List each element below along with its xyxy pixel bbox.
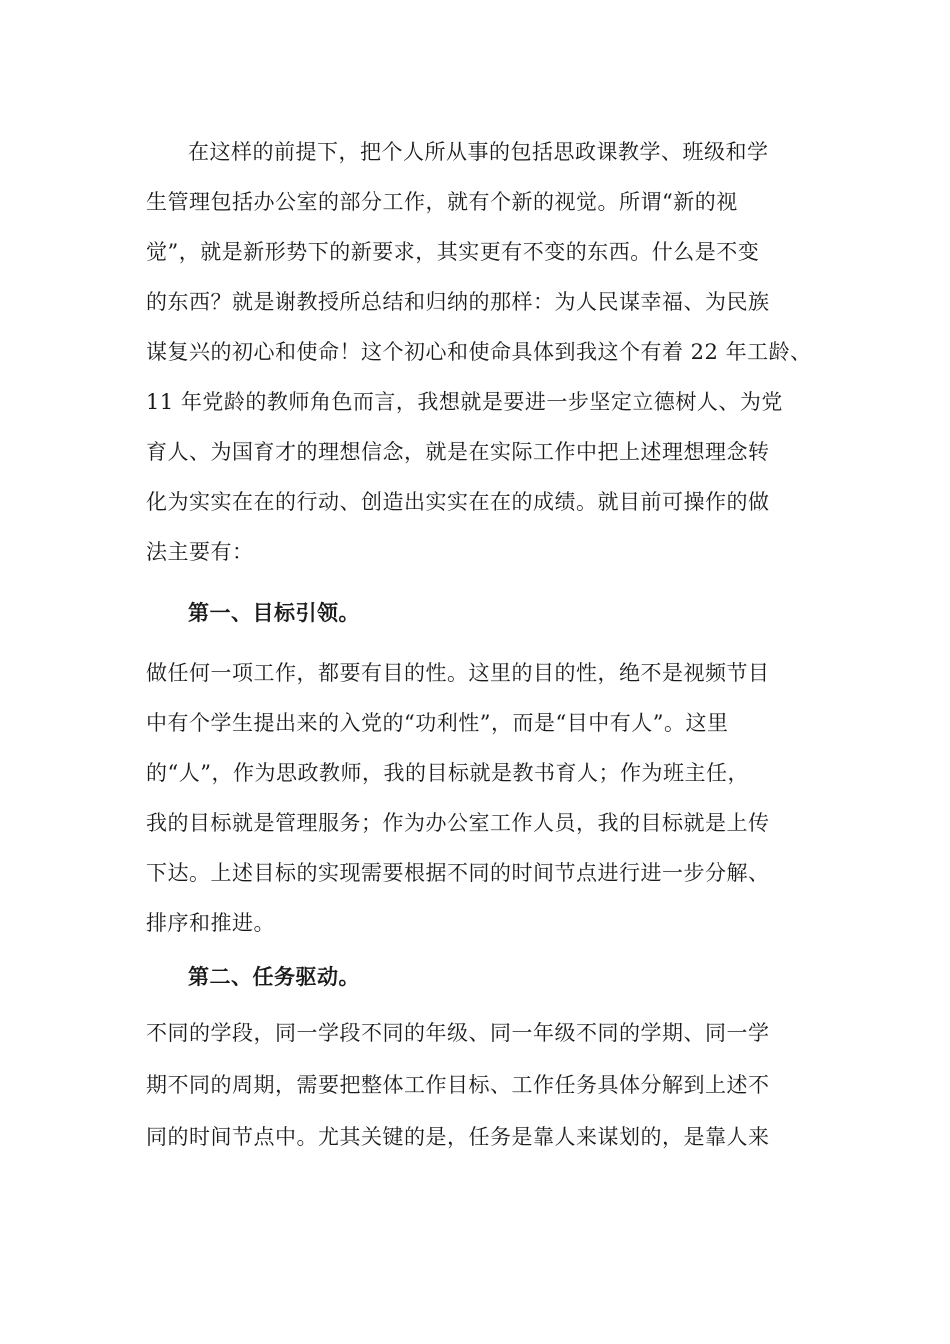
paragraph-1-line-2: 生管理包括办公室的部分工作，就有个新的视觉。所谓“新的视 (146, 190, 738, 214)
paragraph-1-line-9: 法主要有： (146, 540, 254, 564)
paragraph-1-line-8: 化为实实在在的行动、创造出实实在在的成绩。就目前可操作的做 (146, 490, 770, 514)
paragraph-2-line-2: 中有个学生提出来的入党的“功利性”，而是“目中有人”。这里 (146, 711, 729, 735)
paragraph-3-line-2: 期不同的周期，需要把整体工作目标、工作任务具体分解到上述不 (146, 1073, 770, 1097)
paragraph-2-line-6: 排序和推进。 (146, 911, 275, 935)
paragraph-1-line-6: 11 年党龄的教师角色而言，我想就是要进一步坚定立德树人、为党 (146, 390, 783, 414)
paragraph-2-line-4: 我的目标就是管理服务；作为办公室工作人员，我的目标就是上传 (146, 811, 770, 835)
paragraph-1-line-4: 的东西？就是谢教授所总结和归纳的那样：为人民谋幸福、为民族 (146, 290, 770, 314)
paragraph-1-line-7: 育人、为国育才的理想信念，就是在实际工作中把上述理想理念转 (146, 440, 770, 464)
section-heading-1: 第一、目标引领。 (188, 601, 360, 625)
paragraph-1-line-1: 在这样的前提下，把个人所从事的包括思政课教学、班级和学 (188, 140, 769, 164)
paragraph-3-line-3: 同的时间节点中。尤其关键的是，任务是靠人来谋划的，是靠人来 (146, 1125, 770, 1149)
paragraph-1-line-3: 觉”，就是新形势下的新要求，其实更有不变的东西。什么是不变 (146, 240, 760, 264)
paragraph-3-line-1: 不同的学段，同一学段不同的年级、同一年级不同的学期、同一学 (146, 1021, 770, 1045)
paragraph-2-line-1: 做任何一项工作，都要有目的性。这里的目的性，绝不是视频节目 (146, 661, 770, 685)
paragraph-1-line-5: 谋复兴的初心和使命！这个初心和使命具体到我这个有着 22 年工龄、 (146, 340, 812, 364)
paragraph-2-line-5: 下达。上述目标的实现需要根据不同的时间节点进行进一步分解、 (146, 861, 770, 885)
paragraph-2-line-3: 的“人”，作为思政教师，我的目标就是教书育人；作为班主任， (146, 761, 749, 785)
section-heading-2: 第二、任务驱动。 (188, 965, 360, 989)
